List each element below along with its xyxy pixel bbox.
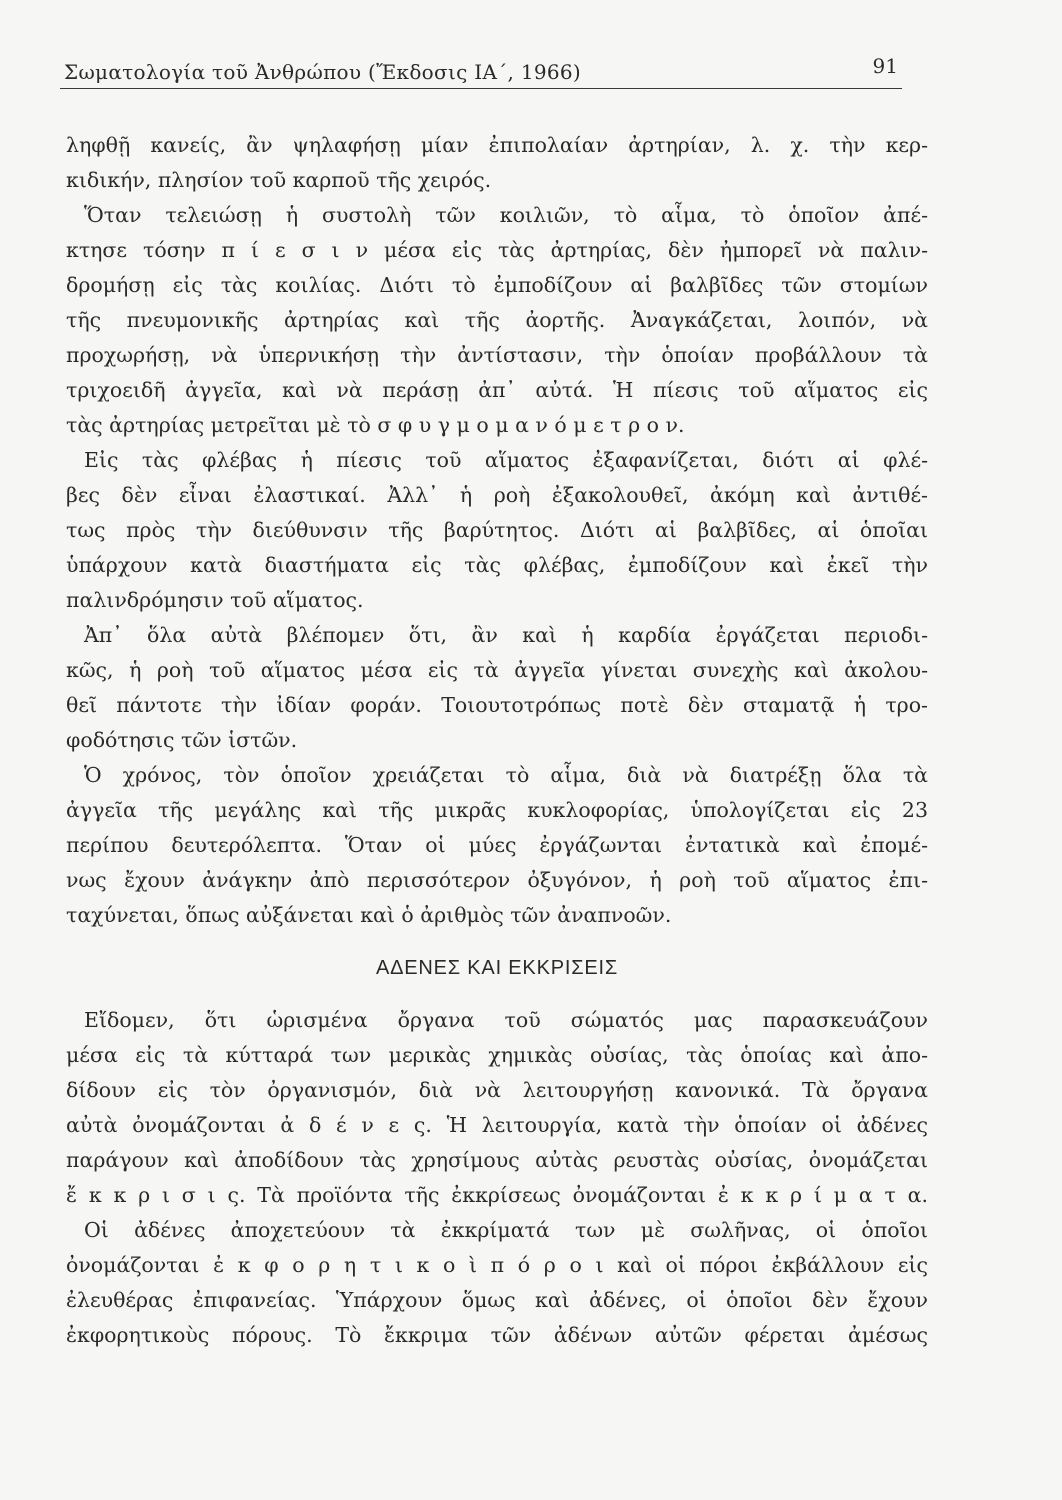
section-heading: ΑΔΕΝΕΣ ΚΑΙ ΕΚΚΡΙΣΕΙΣ [375,957,619,979]
page-number: 91 [872,54,898,78]
text-line: αὐτὰ ὀνομάζονται ἀ δ έ ν ε ς. Ἡ λειτουργία, κατὰ τὴν ὁποίαν οἱ ἀδένες [66,1113,928,1137]
text-line: Ἀπ᾽ ὅλα αὐτὰ βλέπομεν ὅτι, ἂν καὶ ἡ καρδία ἐργάζεται περιοδι- [84,623,928,647]
text-line: βες δὲν εἶναι ἐλαστικαί. Ἀλλ᾽ ἡ ροὴ ἐξακολουθεῖ, ἀκόμη καὶ ἀντιθέ- [66,483,928,507]
text-line: Εἴδομεν, ὅτι ὡρισμένα ὄργανα τοῦ σώματός μας παρασκευάζουν [84,1008,928,1032]
text-line: ληφθῇ κανείς, ἂν ψηλαφήσῃ μίαν ἐπιπολαίαν ἀρτηρίαν, λ. χ. τὴν κερ- [66,133,928,157]
text-line: δρομήσῃ εἰς τὰς κοιλίας. Διότι τὸ ἐμποδίζουν αἱ βαλβῖδες τῶν στομίων [66,273,928,297]
text-line: κιδικήν, πλησίον τοῦ καρποῦ τῆς χειρός. [66,168,492,192]
text-line: Οἱ ἀδένες ἀποχετεύουν τὰ ἐκκρίματά των μὲ σωλῆνας, οἱ ὁποῖοι [84,1218,928,1242]
text-line: περίπου δευτερόλεπτα. Ὅταν οἱ μύες ἐργάζωνται ἐντατικὰ καὶ ἐπομέ- [66,833,928,857]
paragraph [66,758,928,933]
text-line: Εἰς τὰς φλέβας ἡ πίεσις τοῦ αἵματος ἐξαφανίζεται, διότι αἱ φλέ- [84,448,928,472]
text-line: τὰς ἀρτηρίας μετρεῖται μὲ τὸ σ φ υ γ μ ο μ α ν ό μ ε τ ρ ο ν. [66,413,685,437]
paragraph [66,443,928,618]
running-header [60,52,902,89]
text-line: Ὁ χρόνος, τὸν ὁποῖον χρειάζεται τὸ αἷμα, διὰ νὰ διατρέξῃ ὅλα τὰ [84,763,928,787]
text-line: ὑπάρχουν κατὰ διαστήματα εἰς τὰς φλέβας, ἐμποδίζουν καὶ ἐκεῖ τὴν [66,553,928,577]
text-line: Ὅταν τελειώσῃ ἡ συστολὴ τῶν κοιλιῶν, τὸ αἷμα, τὸ ὁποῖον ἀπέ- [84,203,928,227]
text-line: τως πρὸς τὴν διεύθυνσιν τῆς βαρύτητος. Διότι αἱ βαλβῖδες, αἱ ὁποῖαι [66,518,928,542]
text-line: ὀνομάζονται ἐ κ φ ο ρ η τ ι κ ο ὶ π ό ρ ο ι καὶ οἱ πόροι ἐκβάλλουν εἰς [66,1253,928,1277]
body-text [66,128,928,1353]
paragraph [66,1003,928,1213]
text-line: παλινδρόμησιν τοῦ αἵματος. [66,588,364,612]
text-line: φοδότησις τῶν ἱστῶν. [66,728,298,752]
text-line: ταχύνεται, ὅπως αὐξάνεται καὶ ὁ ἀριθμὸς τῶν ἀναπνοῶν. [66,903,672,927]
text-line: δίδουν εἰς τὸν ὀργανισμόν, διὰ νὰ λειτουργήσῃ κανονικά. Τὰ ὄργανα [66,1078,928,1102]
text-line: μέσα εἰς τὰ κύτταρά των μερικὰς χημικὰς οὐσίας, τὰς ὁποίας καὶ ἀπο- [66,1043,928,1067]
text-line: ἐκφορητικοὺς πόρους. Τὸ ἔκκριμα τῶν ἀδένων αὐτῶν φέρεται ἀμέσως [66,1323,928,1347]
paragraph [66,1213,928,1353]
text-line: κῶς, ἡ ροὴ τοῦ αἵματος μέσα εἰς τὰ ἀγγεῖα γίνεται συνεχὴς καὶ ἀκολου- [66,658,928,682]
text-line: θεῖ πάντοτε τὴν ἰδίαν φοράν. Τοιουτοτρόπως ποτὲ δὲν σταματᾷ ἡ τρο- [66,693,928,717]
text-line: ἐλευθέρας ἐπιφανείας. Ὑπάρχουν ὅμως καὶ ἀδένες, οἱ ὁποῖοι δὲν ἔχουν [66,1288,928,1312]
paragraph [66,128,928,198]
running-title: Σωματολογία τοῦ Ἀνθρώπου (Ἔκδοσις ΙΑ΄, 1966) [64,60,582,84]
text-line: ἔ κ κ ρ ι σ ι ς. Τὰ προϊόντα τῆς ἐκκρίσεως ὀνομάζονται ἐ κ κ ρ ί μ α τ α. [66,1183,928,1207]
text-line: παράγουν καὶ ἀποδίδουν τὰς χρησίμους αὐτὰς ρευστὰς οὐσίας, ὀνομάζεται [66,1148,928,1172]
text-line: κτησε τόσην π ί ε σ ι ν μέσα εἰς τὰς ἀρτηρίας, δὲν ἠμπορεῖ νὰ παλιν- [66,238,928,262]
text-line: ἀγγεῖα τῆς μεγάλης καὶ τῆς μικρᾶς κυκλοφορίας, ὑπολογίζεται εἰς 23 [66,798,928,822]
paragraph [66,198,928,443]
text-line: νως ἔχουν ἀνάγκην ἀπὸ περισσότερον ὀξυγόνον, ἡ ροὴ τοῦ αἵματος ἐπι- [66,868,928,892]
text-line: τῆς πνευμονικῆς ἀρτηρίας καὶ τῆς ἀορτῆς. Ἀναγκάζεται, λοιπόν, νὰ [66,308,928,332]
paragraph [66,618,928,758]
text-line: τριχοειδῆ ἀγγεῖα, καὶ νὰ περάσῃ ἀπ᾽ αὐτά. Ἡ πίεσις τοῦ αἵματος εἰς [66,378,928,402]
text-line: προχωρήσῃ, νὰ ὑπερνικήσῃ τὴν ἀντίστασιν, τὴν ὁποίαν προβάλλουν τὰ [66,343,928,367]
